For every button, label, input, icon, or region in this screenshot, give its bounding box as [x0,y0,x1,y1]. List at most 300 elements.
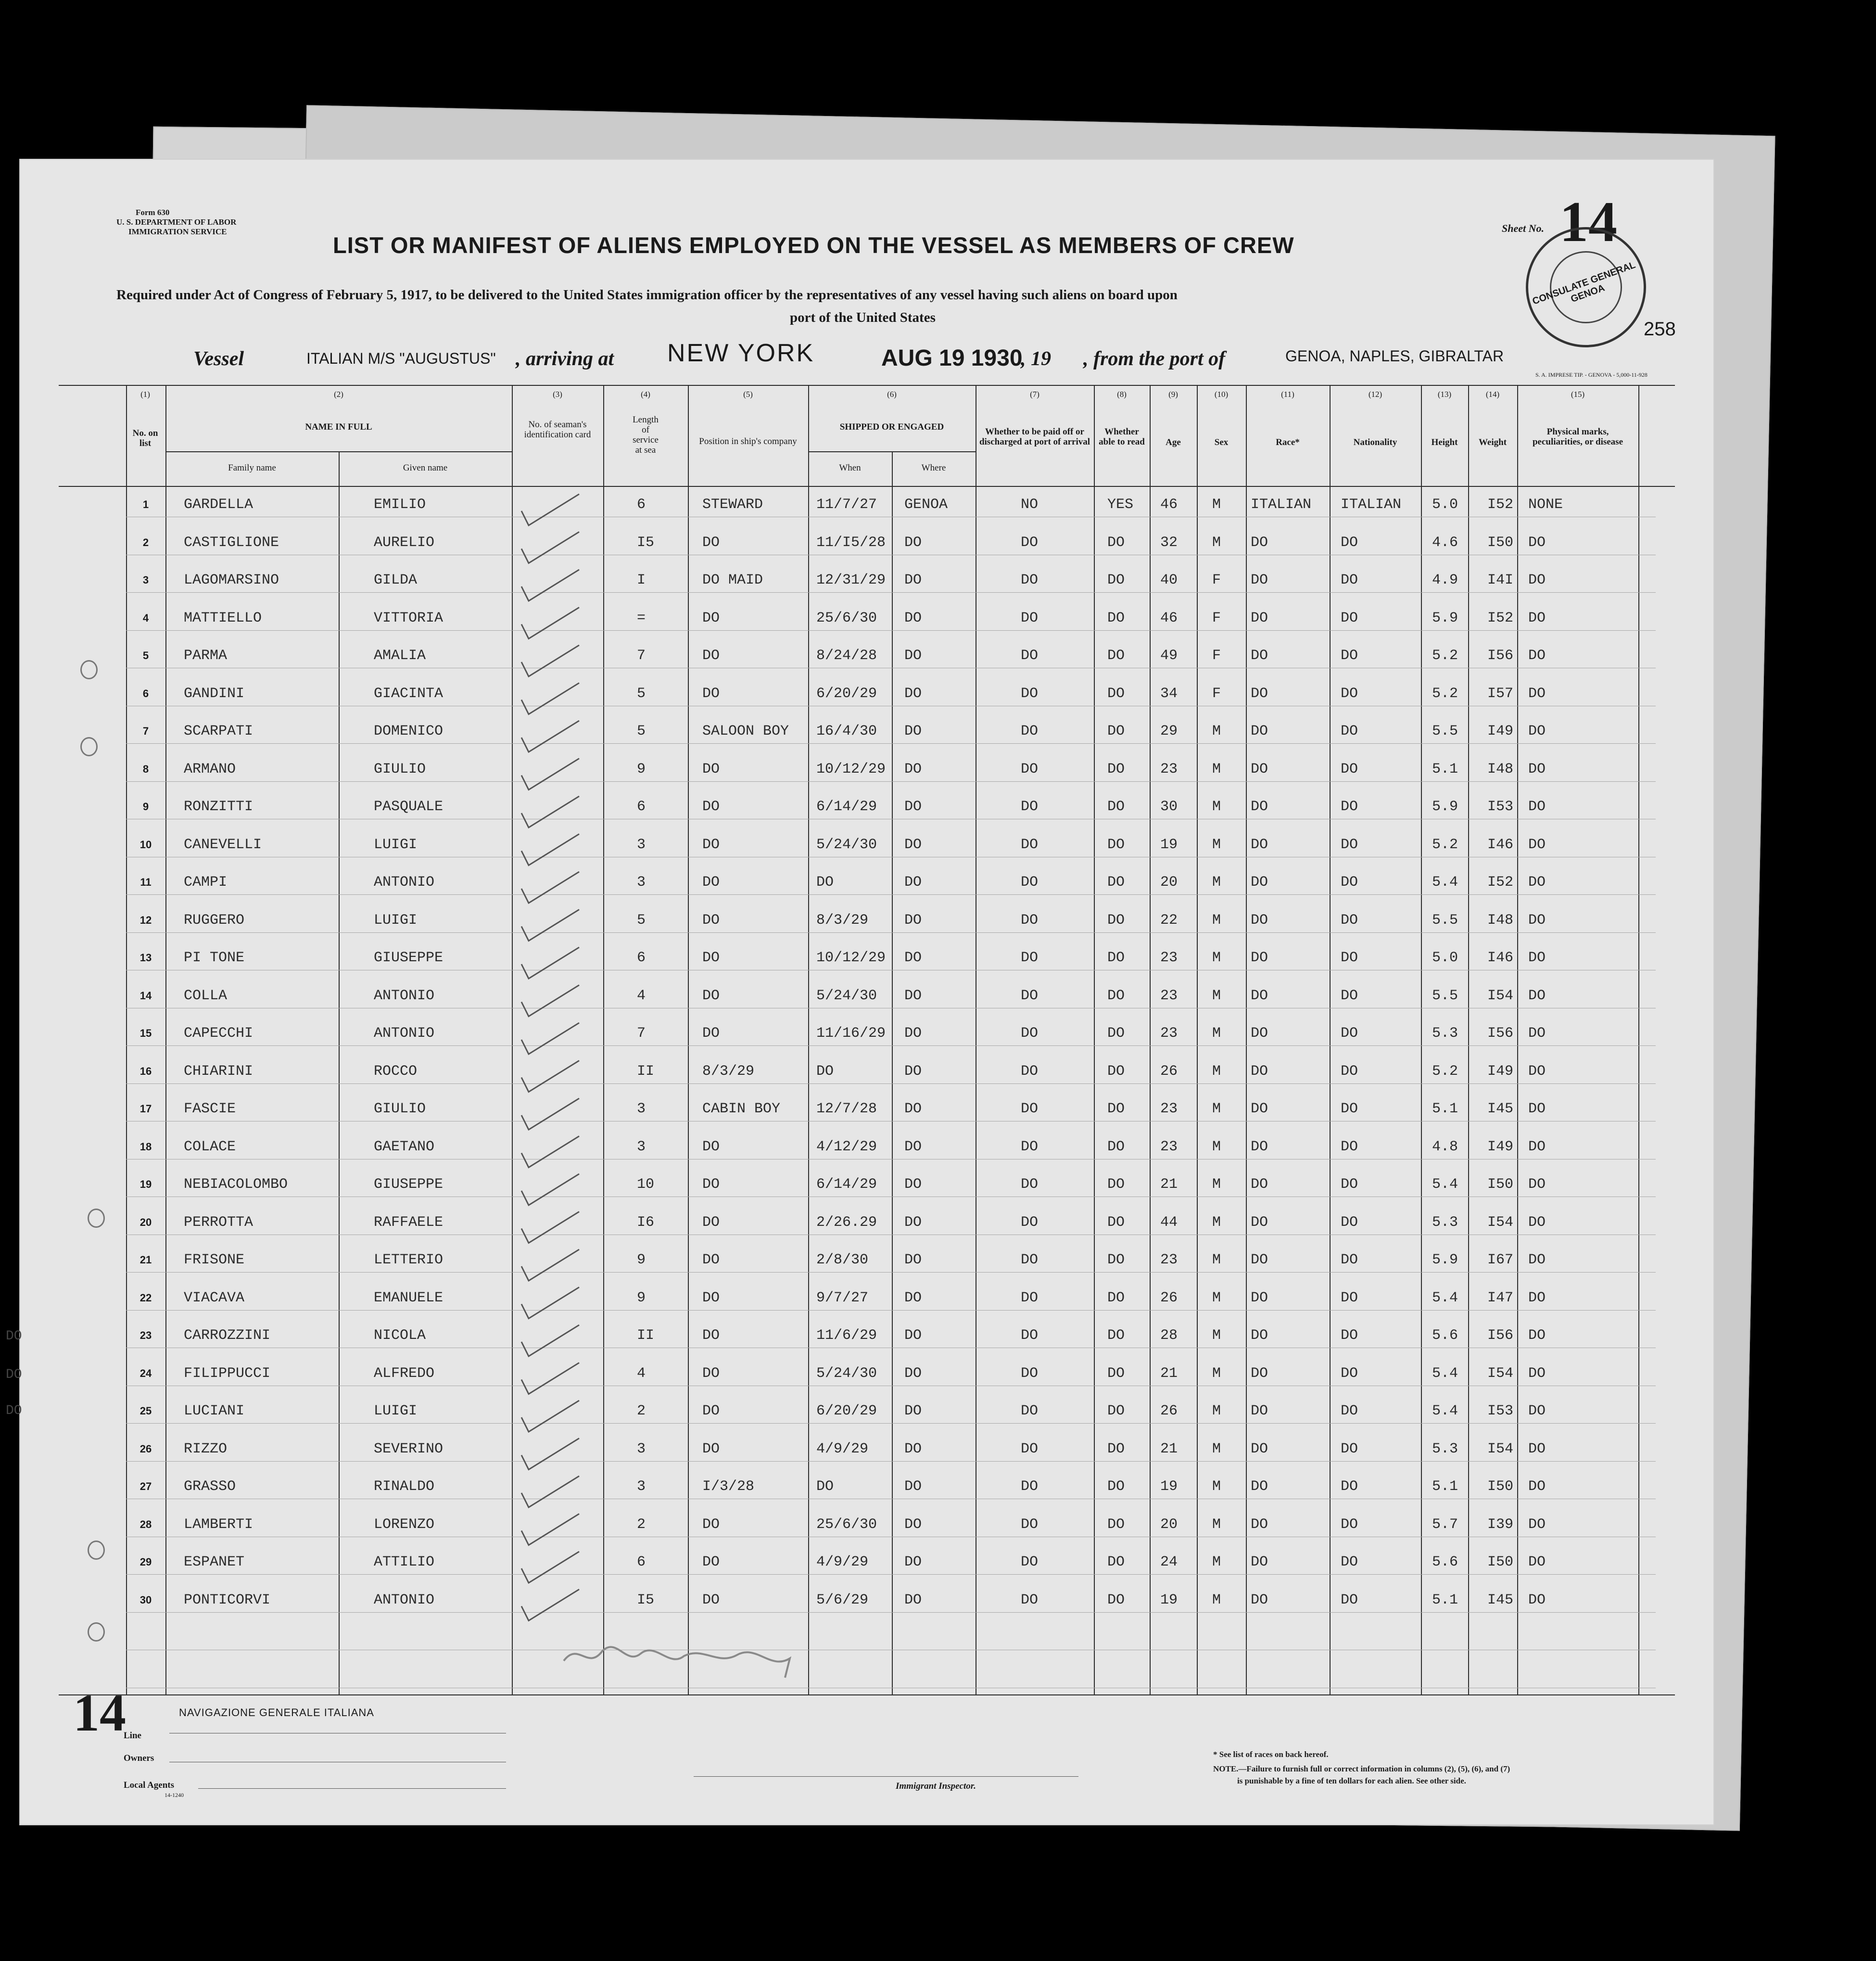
weight-cell: I45 [1487,1101,1514,1117]
service-cell: II [637,1063,655,1080]
family-name-cell: CARROZZINI [184,1327,271,1344]
race-cell: DO [1251,1516,1268,1533]
weight-cell: I4I [1487,572,1514,588]
paid-off-cell: DO [1021,799,1039,815]
position-cell: DO [702,1516,720,1533]
able-to-read-cell: DO [1107,648,1125,664]
shipped-where-cell: DO [904,1025,922,1042]
height-cell: 5.3 [1432,1025,1458,1042]
given-name-cell: LUIGI [374,912,418,929]
row-number: 27 [139,1480,152,1492]
able-to-read-cell: DO [1107,987,1125,1004]
service-cell: 9 [637,1289,646,1306]
nationality-cell: DO [1341,1063,1358,1080]
family-name-cell: SCARPATI [184,723,254,739]
checkmark-icon [521,1136,579,1168]
column-divider [1197,385,1198,1694]
row-number: 12 [139,914,152,926]
height-cell: 5.0 [1432,497,1458,513]
col-14-num: (14) [1485,390,1500,399]
col-4-label: Length of service at sea [633,415,659,455]
physical-marks-cell: DO [1528,1063,1546,1080]
given-name-cell: RINALDO [374,1478,435,1495]
sex-cell: F [1212,685,1221,702]
col-7-label: Whether to be paid off or discharged at port of arrival [979,427,1090,447]
physical-marks-cell: DO [1528,1214,1546,1231]
stamp-number: 258 [1644,318,1676,340]
shipped-when-cell: 11/6/29 [816,1327,877,1344]
race-cell: DO [1251,1289,1268,1306]
col-6-label: SHIPPED OR ENGAGED [839,422,944,432]
service-cell: 4 [637,987,646,1004]
able-to-read-cell: DO [1107,1592,1125,1608]
paid-off-cell: DO [1021,1403,1039,1419]
family-name-cell: CHIARINI [184,1063,254,1080]
given-name-cell: ANTONIO [374,1025,435,1042]
shipped-where-cell: DO [904,572,922,588]
height-cell: 5.1 [1432,761,1458,777]
height-cell: 5.2 [1432,648,1458,664]
position-cell: DO [702,685,720,702]
column-divider [1638,385,1639,1694]
weight-cell: I39 [1487,1516,1514,1533]
able-to-read-cell: DO [1107,1025,1125,1042]
paid-off-cell: DO [1021,1101,1039,1117]
paid-off-cell: DO [1021,1138,1039,1155]
paid-off-cell: DO [1021,987,1039,1004]
age-cell: 21 [1160,1440,1178,1457]
service-cell: 3 [637,1478,646,1495]
col-2-family: Family name [228,463,276,473]
nationality-cell: DO [1341,1101,1358,1117]
consulate-stamp [1526,227,1646,347]
table-top-rule [59,385,1675,386]
shipped-where-cell: DO [904,1554,922,1570]
height-cell: 5.3 [1432,1440,1458,1457]
sex-cell: F [1212,610,1221,626]
able-to-read-cell: DO [1107,874,1125,891]
checkmark-icon [521,1287,579,1319]
weight-cell: I52 [1487,610,1514,626]
weight-cell: I52 [1487,497,1514,513]
able-to-read-cell: DO [1107,534,1125,551]
column-divider [165,385,166,1694]
able-to-read-cell: YES [1107,497,1134,513]
sex-cell: M [1212,1516,1221,1533]
given-name-cell: ALFREDO [374,1365,435,1382]
race-cell: DO [1251,799,1268,815]
height-cell: 5.2 [1432,685,1458,702]
weight-cell: I53 [1487,799,1514,815]
nationality-cell: DO [1341,874,1358,891]
row-number: 20 [139,1216,152,1228]
race-cell: DO [1251,1252,1268,1268]
race-cell: DO [1251,761,1268,777]
row-number: 2 [142,536,149,548]
row-number: 23 [139,1329,152,1341]
shipped-when-cell: 6/20/29 [816,1403,877,1419]
shipped-where-cell: DO [904,874,922,891]
shipped-when-cell: 2/26.29 [816,1214,877,1231]
nationality-cell: DO [1341,1252,1358,1268]
race-cell: DO [1251,912,1268,929]
position-cell: DO [702,987,720,1004]
ruled-line [126,894,1656,895]
checkmark-icon [521,947,579,979]
service-cell: I5 [637,1592,655,1608]
service-cell: 3 [637,874,646,891]
race-cell: DO [1251,1101,1268,1117]
shipped-where-cell: GENOA [904,497,948,513]
form-code: 14-1240 [165,1792,184,1798]
vessel-label: Vessel [193,348,244,370]
weight-cell: I54 [1487,1440,1514,1457]
race-cell: DO [1251,1176,1268,1193]
race-cell: DO [1251,1138,1268,1155]
margin-note-1: DO [6,1329,22,1344]
given-name-cell: EMILIO [374,497,426,513]
sex-cell: M [1212,497,1221,513]
checkmark-icon [521,1174,579,1205]
age-cell: 46 [1160,497,1178,513]
given-name-cell: AMALIA [374,648,426,664]
col-5-label: Position in ship's company [699,436,797,446]
paid-off-cell: DO [1021,648,1039,664]
paid-off-cell: DO [1021,1327,1039,1344]
able-to-read-cell: DO [1107,1252,1125,1268]
race-cell: DO [1251,1063,1268,1080]
shipped-when-cell: 8/24/28 [816,648,877,664]
family-name-cell: PONTICORVI [184,1592,271,1608]
paid-off-cell: DO [1021,723,1039,739]
able-to-read-cell: DO [1107,1554,1125,1570]
nationality-cell: DO [1341,912,1358,929]
shipped-where-cell: DO [904,534,922,551]
checkmark-icon [521,1061,579,1092]
checkmark-icon [521,1023,579,1054]
weight-cell: I50 [1487,1554,1514,1570]
physical-marks-cell: DO [1528,987,1546,1004]
family-name-cell: CAPECCHI [184,1025,254,1042]
weight-cell: I57 [1487,685,1514,702]
service-cell: 5 [637,723,646,739]
age-cell: 20 [1160,874,1178,891]
age-cell: 19 [1160,1478,1178,1495]
age-cell: 26 [1160,1403,1178,1419]
checkmark-icon [521,872,579,903]
race-cell: DO [1251,1440,1268,1457]
col-8-num: (8) [1117,390,1127,399]
service-cell: I6 [637,1214,655,1231]
height-cell: 4.6 [1432,534,1458,551]
nationality-cell: ITALIAN [1341,497,1402,513]
position-cell: DO [702,836,720,853]
position-cell: DO [702,1289,720,1306]
weight-cell: I48 [1487,761,1514,777]
position-cell: 8/3/29 [702,1063,755,1080]
shipped-where-cell: DO [904,950,922,966]
service-cell: 7 [637,1025,646,1042]
service-cell: 3 [637,1440,646,1457]
able-to-read-cell: DO [1107,1138,1125,1155]
able-to-read-cell: DO [1107,1214,1125,1231]
position-cell: DO [702,874,720,891]
family-name-cell: RIZZO [184,1440,228,1457]
age-cell: 19 [1160,836,1178,853]
position-cell: DO [702,610,720,626]
sex-cell: M [1212,534,1221,551]
col-3-num: (3) [553,390,562,399]
service-cell: II [637,1327,655,1344]
subtitle-line2: port of the United States [790,310,936,325]
nationality-cell: DO [1341,761,1358,777]
given-name-cell: LUIGI [374,1403,418,1419]
sheet-label: Sheet No. [1502,222,1544,234]
given-name-cell: SEVERINO [374,1440,444,1457]
shipped-when-cell: 10/12/29 [816,950,886,966]
service-cell: 6 [637,497,646,513]
shipped-where-cell: DO [904,723,922,739]
sex-cell: M [1212,1592,1221,1608]
paid-off-cell: DO [1021,836,1039,853]
able-to-read-cell: DO [1107,1403,1125,1419]
weight-cell: I56 [1487,1327,1514,1344]
row-number: 14 [139,989,152,1002]
shipped-where-cell: DO [904,1214,922,1231]
weight-cell: I50 [1487,1478,1514,1495]
nationality-cell: DO [1341,610,1358,626]
position-cell: DO [702,648,720,664]
col-6-where: Where [921,463,946,473]
nationality-cell: DO [1341,987,1358,1004]
position-cell: DO [702,1554,720,1570]
physical-marks-cell: DO [1528,1403,1546,1419]
height-cell: 5.5 [1432,912,1458,929]
margin-note-3: DO [6,1403,22,1418]
row-number: 22 [139,1291,152,1304]
paid-off-cell: DO [1021,1516,1039,1533]
ruled-line [126,1045,1656,1046]
race-cell: DO [1251,1365,1268,1382]
arrival-port: NEW YORK [667,339,815,367]
given-name-cell: ANTONIO [374,987,435,1004]
paid-off-cell: DO [1021,1440,1039,1457]
col-2-num: (2) [334,390,343,399]
shipped-when-cell: 5/6/29 [816,1592,869,1608]
column-divider [339,451,340,1694]
given-name-cell: ANTONIO [374,874,435,891]
race-cell: DO [1251,1214,1268,1231]
physical-marks-cell: DO [1528,1592,1546,1608]
age-cell: 40 [1160,572,1178,588]
sex-cell: M [1212,1554,1221,1570]
given-name-cell: VITTORIA [374,610,444,626]
family-name-cell: CANEVELLI [184,836,262,853]
position-cell: DO MAID [702,572,763,588]
col-1-label: No. on list [132,428,158,448]
paid-off-cell: DO [1021,874,1039,891]
printer-imprint: S. A. IMPRESE TIP. - GENOVA - 5,000-11-928 [1535,371,1648,378]
shipped-where-cell: DO [904,1138,922,1155]
nationality-cell: DO [1341,1289,1358,1306]
position-cell: DO [702,761,720,777]
service-cell: 2 [637,1516,646,1533]
checkmark-icon [521,1401,579,1432]
ruled-line [126,743,1656,744]
arrival-date: AUG 19 1930 [881,345,1023,371]
nationality-cell: DO [1341,534,1358,551]
family-name-cell: GARDELLA [184,497,254,513]
column-divider [126,385,127,1694]
row-number: 9 [142,801,149,813]
service-cell: 4 [637,1365,646,1382]
race-cell: DO [1251,1478,1268,1495]
row-number: 8 [142,763,149,775]
col-7-num: (7) [1030,390,1039,399]
given-name-cell: GIUSEPPE [374,1176,444,1193]
given-name-cell: DOMENICO [374,723,444,739]
table-bottom-rule [59,1694,1675,1695]
given-name-cell: PASQUALE [374,799,444,815]
height-cell: 4.9 [1432,572,1458,588]
col-13-num: (13) [1437,390,1452,399]
age-cell: 32 [1160,534,1178,551]
physical-marks-cell: DO [1528,1101,1546,1117]
checkmark-icon [521,645,579,676]
race-cell: DO [1251,874,1268,891]
shipped-where-cell: DO [904,610,922,626]
service-label: IMMIGRATION SERVICE [128,227,227,236]
shipped-when-cell: 12/7/28 [816,1101,877,1117]
ruled-line [126,1574,1656,1575]
sheet-number: 14 [1559,190,1617,254]
inspector-rule [694,1776,1078,1777]
service-cell: 5 [637,912,646,929]
column-divider [1330,385,1331,1694]
margin-note-2: DO [6,1367,22,1382]
checkmark-icon [521,721,579,752]
sex-cell: M [1212,1289,1221,1306]
binder-hole-5 [88,1622,105,1642]
shipped-where-cell: DO [904,987,922,1004]
family-name-cell: ESPANET [184,1554,245,1570]
row-number: 25 [139,1405,152,1417]
family-name-cell: MATTIELLO [184,610,262,626]
height-cell: 5.2 [1432,1063,1458,1080]
row-number: 26 [139,1442,152,1455]
weight-cell: I49 [1487,1063,1514,1080]
ruled-line [126,630,1656,631]
row-number: 21 [139,1254,152,1266]
position-cell: DO [702,1365,720,1382]
shipped-where-cell: DO [904,648,922,664]
age-cell: 21 [1160,1176,1178,1193]
col-12-label: Nationality [1353,437,1397,447]
sex-cell: F [1212,648,1221,664]
physical-marks-cell: NONE [1528,497,1563,513]
column-divider [688,385,689,1694]
column-divider [1094,385,1095,1694]
position-cell: CABIN BOY [702,1101,781,1117]
checkmark-icon [521,1514,579,1545]
shipped-where-cell: DO [904,1592,922,1608]
weight-cell: I56 [1487,648,1514,664]
race-cell: DO [1251,987,1268,1004]
column-divider [1421,385,1422,1694]
nationality-cell: DO [1341,1403,1358,1419]
paid-off-cell: DO [1021,1554,1039,1570]
nationality-cell: DO [1341,1025,1358,1042]
service-cell: 6 [637,950,646,966]
department-label: U. S. DEPARTMENT OF LABOR [116,217,237,227]
shipped-where-cell: DO [904,1440,922,1457]
service-cell: 6 [637,799,646,815]
binder-hole-4 [88,1541,105,1560]
given-name-cell: RAFFAELE [374,1214,444,1231]
service-cell: I [637,572,646,588]
service-cell: 9 [637,761,646,777]
manifest-title: LIST OR MANIFEST OF ALIENS EMPLOYED ON THE VESSEL AS MEMBERS OF CREW [333,232,1294,258]
family-name-cell: NEBIACOLOMBO [184,1176,288,1193]
header-bottom-rule [59,486,1675,487]
paid-off-cell: DO [1021,1025,1039,1042]
agents-label: Local Agents [124,1780,175,1790]
age-cell: 28 [1160,1327,1178,1344]
age-cell: 46 [1160,610,1178,626]
height-cell: 5.5 [1432,987,1458,1004]
nationality-cell: DO [1341,1592,1358,1608]
year-prefix: , 19 [1021,348,1051,370]
checkmark-icon [521,683,579,714]
race-cell: ITALIAN [1251,497,1312,513]
nationality-cell: DO [1341,723,1358,739]
age-cell: 23 [1160,950,1178,966]
service-cell: 6 [637,1554,646,1570]
given-name-cell: NICOLA [374,1327,426,1344]
family-name-cell: CASTIGLIONE [184,534,279,551]
age-cell: 26 [1160,1289,1178,1306]
family-name-cell: LAMBERTI [184,1516,254,1533]
checkmark-icon [521,494,579,525]
shipped-where-cell: DO [904,761,922,777]
physical-marks-cell: DO [1528,1365,1546,1382]
row-number: 15 [139,1027,152,1039]
checkmarks [512,487,603,1690]
vessel-name: ITALIAN M/S "AUGUSTUS" [306,350,496,367]
weight-cell: I46 [1487,950,1514,966]
col-4-num: (4) [641,390,650,399]
nationality-cell: DO [1341,685,1358,702]
nationality-cell: DO [1341,572,1358,588]
binder-hole-1 [80,660,98,679]
ruled-line [126,1461,1656,1462]
checkmark-icon [521,1325,579,1356]
shipped-when-cell: 6/20/29 [816,685,877,702]
height-cell: 5.1 [1432,1478,1458,1495]
paid-off-cell: DO [1021,950,1039,966]
fine-note-1: NOTE.—Failure to furnish full or correct information in columns (2), (5), (6), and (7) [1213,1764,1510,1773]
row-number: 17 [139,1103,152,1115]
shipped-when-cell: 5/24/30 [816,836,877,853]
age-cell: 20 [1160,1516,1178,1533]
shipped-when-cell: 11/7/27 [816,497,877,513]
family-name-cell: FILIPPUCCI [184,1365,271,1382]
inspector-label: Immigrant Inspector. [896,1781,976,1791]
race-cell: DO [1251,723,1268,739]
family-name-cell: GANDINI [184,685,245,702]
nationality-cell: DO [1341,1478,1358,1495]
checkmark-icon [521,1552,579,1583]
